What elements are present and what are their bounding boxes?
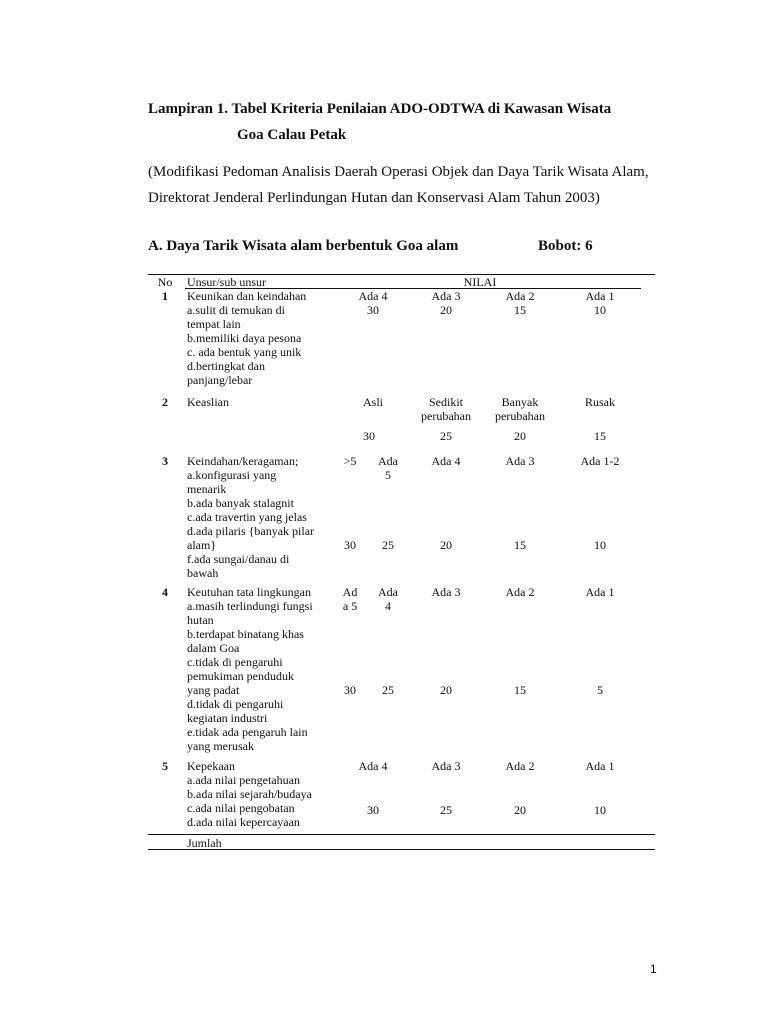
criteria-label: Ada 2 bbox=[505, 585, 535, 599]
row-number: 1 bbox=[162, 289, 168, 303]
row-unsur-line: tempat lain bbox=[187, 317, 241, 331]
row-number: 5 bbox=[162, 759, 168, 773]
criteria-label: Ada 1 bbox=[585, 585, 615, 599]
criteria-score: 20 bbox=[440, 538, 452, 552]
page-number: 1 bbox=[650, 962, 657, 976]
criteria-label: perubahan bbox=[421, 409, 471, 423]
criteria-score: 30 bbox=[344, 683, 356, 697]
row-number: 4 bbox=[162, 585, 168, 599]
criteria-score: 20 bbox=[514, 429, 526, 443]
row-unsur-line: d.ada nilai kepercayaan bbox=[187, 815, 300, 829]
row-unsur-line: b.ada nilai sejarah/budaya bbox=[187, 787, 312, 801]
criteria-score: 5 bbox=[597, 683, 603, 697]
section-weight: Bobot: 6 bbox=[538, 238, 593, 254]
criteria-label: Ada 2 bbox=[505, 759, 535, 773]
header-no: No bbox=[157, 275, 173, 289]
row-unsur-line: a.sulit di temukan di bbox=[187, 303, 285, 317]
criteria-label: Rusak bbox=[585, 395, 615, 409]
criteria-score: 30 bbox=[363, 429, 375, 443]
row-unsur-line: c.ada travertin yang jelas bbox=[187, 510, 307, 524]
table-footer-rule bbox=[148, 849, 655, 850]
criteria-label: Ada 1 bbox=[585, 289, 615, 303]
row-unsur-line: a.konfigurasi yang bbox=[187, 468, 277, 482]
row-unsur-line: e.tidak ada pengaruh lain bbox=[187, 725, 308, 739]
criteria-score: 30 bbox=[344, 538, 356, 552]
criteria-score: 25 bbox=[440, 803, 452, 817]
row-unsur-line: bawah bbox=[187, 566, 219, 580]
criteria-label: Ada 1-2 bbox=[580, 454, 620, 468]
criteria-score: 25 bbox=[382, 538, 394, 552]
row-unsur-line: panjang/lebar bbox=[187, 373, 253, 387]
table-footer-jumlah: Jumlah bbox=[187, 836, 222, 850]
row-number: 2 bbox=[162, 395, 168, 409]
row-unsur-line: yang padat bbox=[187, 683, 240, 697]
criteria-label: Ada 3 bbox=[505, 454, 535, 468]
header-unsur: Unsur/sub unsur bbox=[187, 275, 267, 289]
criteria-score: 30 bbox=[367, 803, 379, 817]
row-unsur-title: Keaslian bbox=[187, 395, 229, 409]
criteria-score: 15 bbox=[514, 683, 526, 697]
row-unsur-title: Keutuhan tata lingkungan bbox=[187, 585, 311, 599]
row-unsur-line: a.masih terlindungi fungsi bbox=[187, 599, 313, 613]
row-unsur-line: yang merusak bbox=[187, 739, 254, 753]
document-title-line2: Goa Calau Petak bbox=[237, 127, 347, 143]
criteria-label: 4 bbox=[385, 599, 391, 613]
criteria-score: 15 bbox=[514, 303, 526, 317]
criteria-score: 25 bbox=[440, 429, 452, 443]
row-unsur-line: pemukiman penduduk bbox=[187, 669, 294, 683]
criteria-score: 10 bbox=[594, 538, 606, 552]
row-unsur-line: hutan bbox=[187, 613, 214, 627]
criteria-label: Ada 4 bbox=[358, 759, 388, 773]
criteria-score: 20 bbox=[440, 303, 452, 317]
criteria-label: Ada bbox=[378, 454, 398, 468]
row-unsur-title: Keunikan dan keindahan bbox=[187, 289, 307, 303]
criteria-label: Ada bbox=[378, 585, 398, 599]
criteria-label: 5 bbox=[385, 468, 391, 482]
row-unsur-line: c.tidak di pengaruhi bbox=[187, 655, 283, 669]
criteria-score: 10 bbox=[594, 803, 606, 817]
row-unsur-line: b.ada banyak stalagnit bbox=[187, 496, 294, 510]
criteria-label: a 5 bbox=[342, 599, 358, 613]
criteria-label: Ada 4 bbox=[358, 289, 388, 303]
row-unsur-line: menarik bbox=[187, 482, 227, 496]
row-number: 3 bbox=[162, 454, 168, 468]
section-heading: A. Daya Tarik Wisata alam berbentuk Goa alam bbox=[148, 238, 459, 254]
criteria-label: >5 bbox=[343, 454, 357, 468]
row-unsur-line: c.ada nilai pengobatan bbox=[187, 801, 295, 815]
row-unsur-line: f.ada sungai/danau di bbox=[187, 552, 290, 566]
row-unsur-line: alam} bbox=[187, 538, 217, 552]
criteria-label: Ada 3 bbox=[431, 759, 461, 773]
criteria-score: 15 bbox=[514, 538, 526, 552]
row-unsur-line: a.ada nilai pengetahuan bbox=[187, 773, 300, 787]
criteria-score: 20 bbox=[514, 803, 526, 817]
header-nilai: NILAI bbox=[463, 275, 497, 289]
criteria-score: 25 bbox=[382, 683, 394, 697]
criteria-score: 30 bbox=[367, 303, 379, 317]
row-unsur-title: Kepekaan bbox=[187, 759, 235, 773]
criteria-label: Asli bbox=[362, 395, 383, 409]
criteria-label: Ada 4 bbox=[431, 454, 461, 468]
criteria-label: Ada 3 bbox=[431, 585, 461, 599]
criteria-label: Ada 3 bbox=[431, 289, 461, 303]
row-unsur-title: Keindahan/keragaman; bbox=[187, 454, 299, 468]
criteria-score: 20 bbox=[440, 683, 452, 697]
row-unsur-line: d.bertingkat dan bbox=[187, 359, 265, 373]
criteria-label: Ada 1 bbox=[585, 759, 615, 773]
criteria-label: Ad bbox=[342, 585, 358, 599]
row-unsur-line: d.tidak di pengaruhi bbox=[187, 697, 284, 711]
document-subtitle-line2: Direktorat Jenderal Perlindungan Hutan dan Konservasi Alam Tahun 2003) bbox=[148, 190, 600, 206]
row-unsur-line: dalam Goa bbox=[187, 641, 240, 655]
criteria-score: 15 bbox=[594, 429, 606, 443]
row-unsur-line: kegiatan industri bbox=[187, 711, 268, 725]
criteria-label: perubahan bbox=[495, 409, 545, 423]
document-subtitle-line1: (Modifikasi Pedoman Analisis Daerah Operasi Objek dan Daya Tarik Wisata Alam, bbox=[148, 164, 649, 180]
criteria-label: Banyak bbox=[501, 395, 539, 409]
criteria-score: 10 bbox=[594, 303, 606, 317]
row-unsur-line: b.memiliki daya pesona bbox=[187, 331, 302, 345]
table-bottom-rule bbox=[148, 834, 655, 835]
criteria-label: Ada 2 bbox=[505, 289, 535, 303]
row-unsur-line: d.ada pilaris {banyak pilar bbox=[187, 524, 315, 538]
document-title-line1: Lampiran 1. Tabel Kriteria Penilaian ADO-ODTWA di Kawasan Wisata bbox=[148, 101, 612, 117]
row-unsur-line: c. ada bentuk yang unik bbox=[187, 345, 302, 359]
criteria-label: Sedikit bbox=[428, 395, 463, 409]
row-unsur-line: b.terdapat binatang khas bbox=[187, 627, 304, 641]
